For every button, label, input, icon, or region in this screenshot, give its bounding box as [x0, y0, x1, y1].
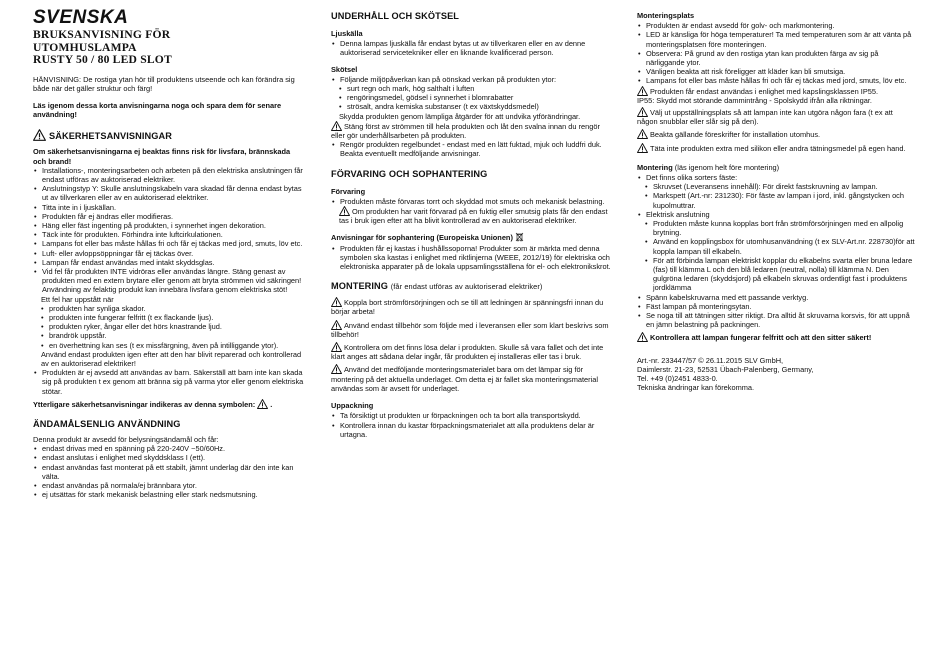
list-item: • surt regn och mark, hög salthalt i luften [347, 84, 613, 93]
store-list [331, 197, 613, 206]
assembly-heading-note: (läs igenom helt före montering) [674, 162, 780, 172]
purpose-list [33, 444, 305, 499]
safety-heading-label: SÄKERHETSANVISNINGAR [49, 131, 172, 142]
language-brand: SVENSKA [33, 7, 129, 28]
warning-triangle-icon [637, 107, 648, 116]
final-warning [637, 332, 915, 342]
list-item: • Luft- eller avloppsöppningar får ej täckas över. [42, 249, 305, 258]
warning-triangle-icon [637, 86, 648, 95]
unpacking-list [331, 411, 613, 439]
title-line-1: BRUKSANVISNING FÖR [33, 28, 171, 41]
list-item: • brandrök uppstår. [49, 331, 305, 340]
light-source-list [331, 39, 613, 57]
crossed-out-bin-icon [515, 232, 524, 242]
list-item: • endast anslutas i enlighet med skyddsklass I (ett). [42, 453, 305, 462]
column-1 [33, 8, 305, 499]
mounting-heading-note: (får endast utföras av auktoriserad elektriker) [390, 282, 543, 292]
place-warning-text: Täta inte produkten extra med silikon eller andra tätningsmedel på egen hand. [650, 143, 906, 153]
list-item: • Vid fel får produkten INTE vidröras eller användas längre. Stäng genast av produkten med en extern brytare eller genom att bryta strömmen vid säkringen! Användning av felaktig produkt kan innebära livsfara genom elektriska stöt! [42, 267, 305, 295]
safety-list [33, 166, 305, 295]
fault-list [33, 304, 305, 350]
assembly-list-3 [637, 293, 915, 330]
footer-line: Tekniska ändringar kan förekomma. [637, 383, 755, 393]
list-item: • rengöringsmedel, gödsel i synnerhet i blomrabatter [347, 93, 613, 102]
list-item: • Lampan får endast användas med intakt skyddsglas. [42, 258, 305, 267]
warning-triangle-icon [331, 364, 342, 373]
care-sublist [331, 84, 613, 112]
warning-triangle-icon [637, 143, 648, 152]
place-list [637, 21, 915, 85]
care-list-2 [331, 140, 613, 158]
ip-line: IP55: Skydd mot störande dammintrång - Spolskydd ifrån alla riktningar. [637, 95, 872, 105]
list-item: • Lampans fot eller bas måste hållas fri och får ej täckas med jord, smuts, löv etc. [42, 239, 305, 248]
purpose-intro: Denna produkt är avsedd för belysningsändamål och får: [33, 435, 219, 444]
care-heading: Skötsel [331, 64, 358, 74]
column-3 [637, 8, 915, 393]
read-notice: Läs igenom dessa korta anvisningarna noga och spara dem för senare användning! [33, 100, 282, 120]
list-item: • Markspett (Art.-nr: 231230): För fäste av lampan i jord, inkl. gångstycken och kupolmuttrar. [653, 191, 915, 209]
list-item: • Produkten måste förvaras torrt och skyddad mot smuts och mekanisk belastning. [340, 197, 613, 206]
store-warning-text: Om produkten har varit förvarad på en fuktig eller smutsig plats får den endast tas i bruk igen efter att ha blivit kontrollerad av en auktoriserad elektriker. [339, 207, 608, 226]
place-warning-text: Beakta gällande föreskrifter för installation utomhus. [650, 130, 821, 140]
list-item: • endast användas på normala/ej brännbara ytor. [42, 481, 305, 490]
care-warning [331, 121, 613, 140]
list-item: • Använd en kopplingsbox för utomhusanvändning (t ex SLV-Art.nr. 228730)för att koppla lampan till elkabeln. [653, 237, 915, 255]
list-item: • Kontrollera innan du kastar förpackningsmaterialet att alla produktens delar är urtagna. [340, 421, 613, 439]
list-item: • endast användas fast monterat på ett stabilt, jämnt underlag där den inte kan välta. [42, 463, 305, 481]
symbol-note: Ytterligare säkerhetsanvisningar indikeras av denna symbolen: . [33, 399, 273, 409]
list-item: • endast drivas med en spänning på 220-240V ~50/60Hz. [42, 444, 305, 453]
mounting-warning-text: Använd det medföljande monteringsmaterialet bara om det lämpar sig för montering på det aktuella underlaget. Om detta ej är fallet ska monteringsmaterial användas som är avsett för underlaget. [331, 365, 599, 393]
list-item: • Häng eller fäst ingenting på produkten, i synnerhet ingen dekoration. [42, 221, 305, 230]
list-item: • Se noga till att tätningen sitter riktigt. Dra alltid åt skruvarna korsvis, för att uppnå en jämn belastning på packningen. [646, 311, 915, 329]
footer [637, 356, 915, 393]
place-warning [637, 107, 915, 126]
footer-line: Art.-nr. 233447/57 © 26.11.2015 SLV GmbH, [637, 355, 784, 365]
final-warning-text: Kontrollera att lampan fungerar felfritt och att den sitter säkert! [650, 332, 872, 342]
assembly-list-2 [637, 210, 915, 219]
rust-notice: HÄNVISNING: De rostiga ytan hör till produktens utseende och kan förändra sig både när det gäller struktur och färg! [33, 74, 295, 93]
list-item: • Produkten är ej avsedd att användas av barn. Säkerställ att barn inte kan skada sig på produkten t ex genom att bränna sig på varma ytor eller genom elektriska stötar. [42, 368, 305, 396]
disposal-heading [331, 232, 613, 242]
list-item: • Denna lampas ljuskälla får endast bytas ut av tillverkaren eller en av denne auktoriserad servicetekniker eller en liknande kvalificerad person. [340, 39, 613, 57]
list-item: • Produkten får ej ändras eller modifieras. [42, 212, 305, 221]
safety-intro: Om säkerhetsanvisningarna ej beaktas finns risk för livsfara, brännskada och brand! [33, 147, 291, 166]
store-warning [331, 206, 613, 225]
mounting-warning [331, 297, 613, 316]
place-warning-text: Välj ut uppställningsplats så att lampan inte kan utgöra någon fara (t ex att någon snubblar eller slår sig på den). [637, 108, 893, 127]
mounting-warning [331, 342, 613, 361]
list-item: • Det finns olika sorters fäste: [646, 173, 915, 182]
list-item: • För att förbinda lampan elektriskt kopplar du elkabelns svarta eller bruna ledare (fas) till klämma L och den blå ledaren (neutral, nolla) till klämma N. Den gulgröna ledaren (skyddsjord) på elkabeln skruvas ordentligt fast i produktens jordklämma [653, 256, 915, 293]
warning-triangle-icon [331, 342, 342, 351]
ip-warning [637, 86, 915, 96]
column-2 [331, 8, 613, 439]
assembly-heading [637, 163, 915, 172]
place-warning [637, 129, 915, 139]
list-item: • Observera: På grund av den rostiga ytan kan produkten färga av sig på närliggande ytor. [646, 49, 915, 67]
list-item: • Produkten får ej kastas i hushållssoporna! Produkter som är märkta med denna symbolen ska kastas i enlighet med riktlinjerna (WEEE, 2012/19) för elektriska och elektroniska apparater på de lokala uppsamlingsställena för el- och elektronikskrot. [340, 244, 613, 272]
disposal-list [331, 244, 613, 272]
symbol-note-text: Ytterligare säkerhetsanvisningar indikeras av denna symbolen: [33, 399, 256, 409]
warning-triangle-icon [637, 129, 648, 138]
list-item: • Fäst lampan på monteringsytan. [646, 302, 915, 311]
mounting-warning-text: Koppla bort strömförsörjningen och se till att ledningen är spänningsfri innan du börjar arbeta! [331, 298, 604, 317]
footer-line: Tel. +49 (0)2451 4833-0. [637, 374, 718, 384]
title-line-2: UTOMHUSLAMPA [33, 40, 137, 54]
care-list [331, 75, 613, 84]
mounting-warning [331, 364, 613, 393]
warning-triangle-icon [331, 320, 342, 329]
list-item: • produkten har synliga skador. [49, 304, 305, 313]
ip-warning-text: Produkten får endast användas i enlighet med kapslingsklassen IP55. [650, 86, 879, 96]
list-item: • Titta inte in i ljuskällan. [42, 203, 305, 212]
product-title [33, 29, 305, 67]
list-item: • produkten inte fungerar felfritt (t ex flackande ljus). [49, 313, 305, 322]
purpose-heading: ÄNDAMÅLSENLIG ANVÄNDNING [33, 419, 181, 429]
assembly-heading-label: Montering [637, 162, 673, 172]
place-heading: Monteringsplats [637, 11, 695, 20]
assembly-sublist-1 [637, 182, 915, 210]
list-item: • LED är känsliga för höga temperaturer! Ta med temperaturen som är att vänta på monteringsplatsen före monteringen. [646, 30, 915, 48]
list-item: • Ta försiktigt ut produkten ur förpackningen och ta bort alla transportskydd. [340, 411, 613, 420]
assembly-list [637, 173, 915, 182]
list-item: • strösalt, andra kemiska substanser (t ex växtskyddsmedel) [347, 102, 613, 111]
list-item: • Anslutningstyp Y: Skulle anslutningskabeln vara skadad får denna endast bytas ut av tillverkaren eller av en auktoriserad elektriker. [42, 184, 305, 202]
warning-triangle-icon [339, 206, 350, 215]
mounting-heading [331, 281, 613, 292]
assembly-sublist-2 [637, 219, 915, 293]
fault-outro: Använd endast produkten igen efter att den har blivit reparerad och kontrollerad av en auktoriserad elektriker! [41, 349, 302, 368]
title-line-3: RUSTY 50 / 80 LED SLOT [33, 53, 172, 66]
list-item: • Skruvset (Leveransens innehåll): För direkt fastskruvning av lampan. [653, 182, 915, 191]
place-warning [637, 143, 915, 153]
care-warning-text: Stäng först av strömmen till hela produkten och låt den svalna innan du rengör eller gör underhållsarbeten på produkten. [331, 121, 600, 141]
footer-line: Daimlerstr. 21-23, 52531 Übach-Palenberg, Germany, [637, 364, 814, 374]
list-item: • en överhettning kan ses (t ex missfärgning, även på intilliggande ytor). [49, 341, 305, 350]
warning-triangle-icon [331, 297, 342, 306]
safety-list-2 [33, 368, 305, 396]
list-item: • Produkten är endast avsedd för golv- och markmontering. [646, 21, 915, 30]
warning-triangle-icon [637, 332, 648, 341]
safety-heading [33, 129, 305, 142]
storage-heading: FÖRVARING OCH SOPHANTERING [331, 168, 488, 179]
list-item: • produkten ryker, ångar eller det hörs knastrande ljud. [49, 322, 305, 331]
list-item: • Vänligen beakta att risk föreligger att kläder kan bli smutsiga. [646, 67, 915, 76]
fault-intro: Ett fel har uppstått när [41, 294, 114, 304]
list-item: • ej utsättas för stark mekanisk belastning eller stark nedsmutsning. [42, 490, 305, 499]
list-item: • Lampans fot eller bas måste hållas fri och får ej täckas med jord, smuts, löv etc. [646, 76, 915, 85]
mounting-heading-label: MONTERING [331, 281, 389, 292]
unpacking-heading: Uppackning [331, 401, 374, 411]
list-item: • Spänn kabelskruvarna med ett passande verktyg. [646, 293, 915, 302]
store-heading: Förvaring [331, 186, 366, 196]
list-item: • Täck inte för produkten. Förhindra inte luftcirkulationen. [42, 230, 305, 239]
warning-triangle-icon [257, 399, 268, 408]
light-source-heading: Ljuskälla [331, 29, 363, 38]
disposal-heading-label: Anvisningar för sophantering (Europeiska Unionen) [331, 233, 513, 243]
mounting-warning [331, 320, 613, 339]
warning-triangle-icon [33, 129, 46, 141]
warning-triangle-icon [331, 121, 342, 130]
list-item: • Följande miljöpåverkan kan på oönskad verkan på produkten ytor: [340, 75, 613, 84]
mounting-warning-text: Använd endast tillbehör som följde med i leveransen eller som klart beskrivs som tillbehör! [331, 320, 609, 339]
list-item: • Installations-, monteringsarbeten och arbeten på den elektriska anslutningen får endast utföras av auktoriserad elektriker. [42, 166, 305, 184]
care-after: Skydda produkten genom lämpliga åtgärder för att undvika ytförändringar. [339, 111, 581, 121]
maintenance-heading: UNDERHÅLL OCH SKÖTSEL [331, 11, 460, 21]
list-item: • Produkten måste kunna kopplas bort från strömförsörjningen med en allpolig brytning. [653, 219, 915, 237]
list-item: • Elektrisk anslutning [646, 210, 915, 219]
mounting-warning-text: Kontrollera om det finns lösa delar i produkten. Skulle så vara fallet och det inte klart anges att sådana delar ingår, får produkten ej installeras eller tas i bruk. [331, 343, 604, 362]
list-item: • Rengör produkten regelbundet - endast med en lätt fuktad, mjuk och luddfri duk. Beakta eventuellt medföljande anvisningar. [340, 140, 613, 158]
